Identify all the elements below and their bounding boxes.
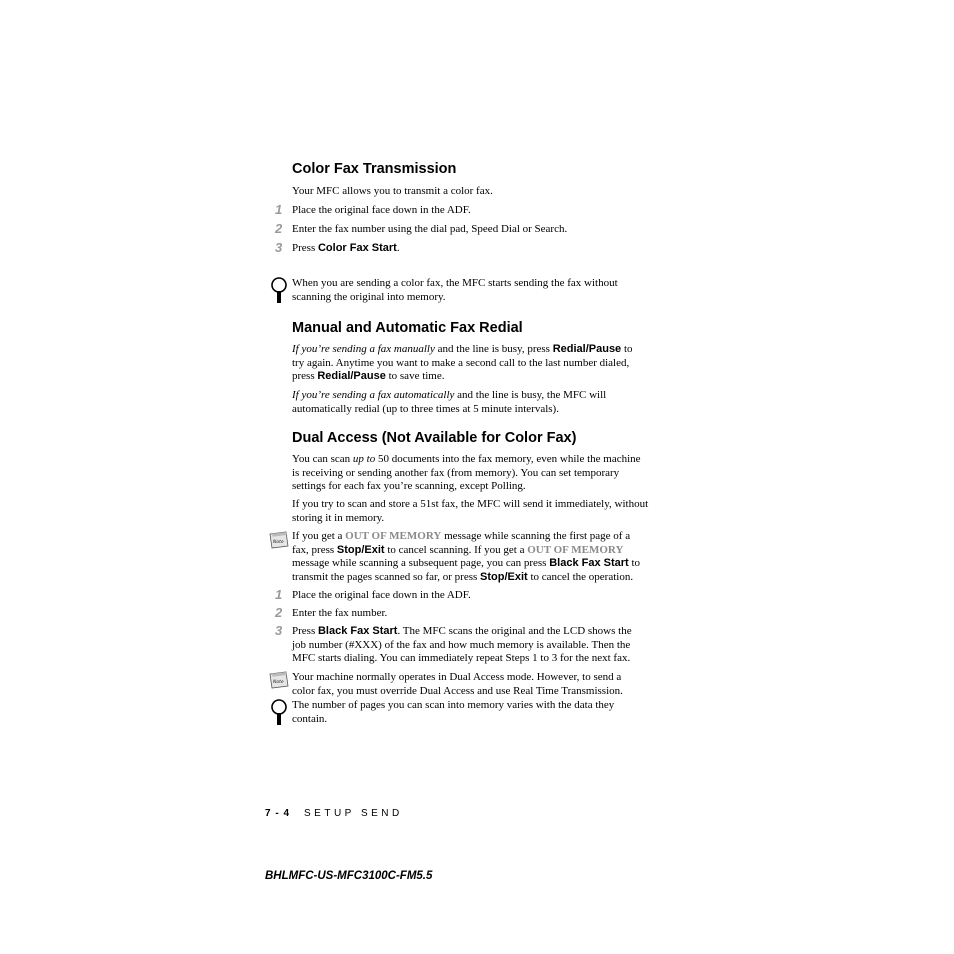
step-number: 1 <box>275 587 283 602</box>
svg-text:Note: Note <box>273 680 284 685</box>
step-number: 2 <box>275 605 283 620</box>
step-number: 3 <box>275 623 283 638</box>
section-heading-color-fax: Color Fax Transmission <box>292 161 457 177</box>
key-color-fax-start: Color Fax Start <box>317 242 397 254</box>
key-redial-pause: Redial/Pause <box>552 343 622 355</box>
note-text: Your machine normally operates in Dual Access mode. However, to send a color fax, you must override Dual Access and use Real Time Transmission. <box>292 671 623 697</box>
step-text: Enter the fax number. <box>292 607 388 619</box>
key-redial-pause: Redial/Pause <box>317 370 386 382</box>
svg-text:Note: Note <box>273 540 284 545</box>
paragraph: You can scan up to 50 documents into the fax memory, even while the machine is receiving or sending another fax (from memory). You can set temporary settings for each fax you’re scanning, except Polling. <box>292 453 641 492</box>
paragraph: If you try to scan and store a 51st fax, the MFC will send it immediately, without storing it in memory. <box>292 498 649 524</box>
key-stop-exit: Stop/Exit <box>336 543 385 556</box>
step-text: Press Black Fax Start. The MFC scans the original and the LCD shows the job number (#XXX) of the fax and how much memory is available. Then the MFC starts dialing. You can immediately repeat Steps 1 to 3 for the next fax. <box>292 625 632 664</box>
page-footer <box>265 808 403 819</box>
step-number: 3 <box>275 240 283 255</box>
section-heading-dual-access: Dual Access (Not Available for Color Fax) <box>292 430 577 446</box>
key-black-fax-start: Black Fax Start <box>317 625 398 637</box>
step-number: 1 <box>275 202 283 217</box>
tip-text: When you are sending a color fax, the MFC starts sending the fax without scanning the original into memory. <box>292 277 618 303</box>
step-text: Place the original face down in the ADF. <box>292 204 471 216</box>
note-icon <box>268 671 290 689</box>
light-bulb-icon <box>270 276 288 304</box>
paragraph: Your MFC allows you to transmit a color fax. <box>292 185 493 197</box>
paragraph: If you’re sending a fax manually and the line is busy, press Redial/Pause to try again. Anytime you want to make a second call to the last number dialed, press Redial/Pause to save time. <box>292 343 633 382</box>
step-text: Press Color Fax Start. <box>292 242 400 254</box>
chapter-name: SETUP SEND <box>304 808 403 819</box>
page-number: 7 - 4 <box>265 808 291 819</box>
note-icon <box>268 531 290 549</box>
lcd-message: OUT OF MEMORY <box>345 530 442 542</box>
section-heading-fax-redial: Manual and Automatic Fax Redial <box>292 320 523 336</box>
document-id: BHLMFC-US-MFC3100C-FM5.5 <box>265 870 433 882</box>
tip-text: The number of pages you can scan into memory varies with the data they contain. <box>292 699 615 725</box>
paragraph: If you’re sending a fax automatically and the line is busy, the MFC will automatically redial (up to three times at 5 minute intervals). <box>292 389 607 415</box>
light-bulb-icon <box>270 698 288 726</box>
note-text: If you get a OUT OF MEMORY message while scanning the first page of a fax, press Stop/Exit to cancel scanning. If you get a OUT OF MEMORY message while scanning a subsequent page, you can press Black Fax Start to transmit the pages scanned so far, or press Stop/Exit to cancel the operation. <box>292 530 641 583</box>
key-stop-exit: Stop/Exit <box>480 570 528 583</box>
step-number: 2 <box>275 221 283 236</box>
lcd-message: OUT OF MEMORY <box>527 543 624 556</box>
step-text: Enter the fax number using the dial pad, Speed Dial or Search. <box>292 223 568 235</box>
key-black-fax-start: Black Fax Start <box>549 557 629 569</box>
step-text: Place the original face down in the ADF. <box>292 589 471 601</box>
